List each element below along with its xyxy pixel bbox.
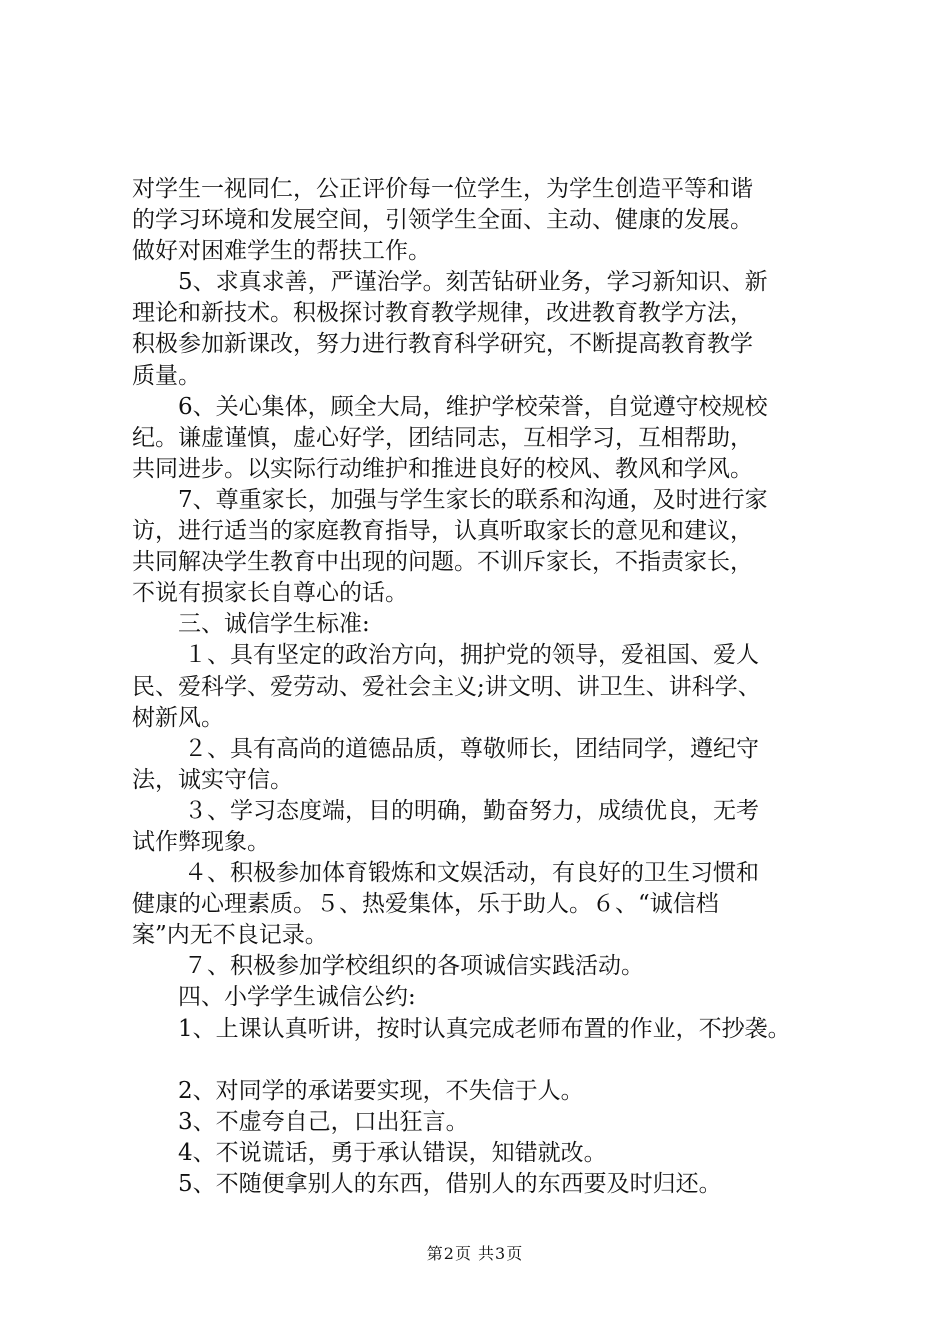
text-line: 试作弊现象。 [132, 828, 270, 855]
text-line: 2、对同学的承诺要实现，不失信于人。 [178, 1077, 584, 1104]
text-line: 5、求真求善，严谨治学。刻苦钻研业务，学习新知识、新 [178, 269, 768, 296]
page-number-label: 第2页 共3页 [426, 1244, 524, 1263]
text-line: 做好对困难学生的帮扶工作。 [132, 238, 431, 265]
blank-line [132, 1045, 832, 1076]
text-line: 1、上课认真听讲，按时认真完成老师布置的作业，不抄袭。 [178, 1015, 791, 1042]
text-line: 树新风。 [132, 704, 224, 731]
text-line: ７、积极参加学校组织的各项诚信实践活动。 [184, 953, 644, 980]
text-line: 4、不说谎话，勇于承认错误，知错就改。 [178, 1139, 607, 1166]
text-line: 访，进行适当的家庭教育指导，认真听取家长的意见和建议， [132, 518, 753, 545]
document-body [132, 174, 832, 1200]
text-line: ２、具有高尚的道德品质，尊敬师长，团结同学，遵纪守 [184, 735, 759, 762]
text-line: 案”内无不良记录。 [132, 922, 328, 949]
text-line: 的学习环境和发展空间，引领学生全面、主动、健康的发展。 [132, 207, 753, 234]
text-line: 7、尊重家长，加强与学生家长的联系和沟通，及时进行家 [178, 486, 768, 513]
text-line: 共同解决学生教育中出现的问题。不训斥家长，不指责家长， [132, 549, 753, 576]
text-line: 质量。 [132, 362, 201, 389]
text-line: 理论和新技术。积极探讨教育教学规律，改进教育教学方法， [132, 300, 753, 327]
text-line: 对学生一视同仁，公正评价每一位学生，为学生创造平等和谐 [132, 176, 753, 202]
text-line: 纪。谦虚谨慎，虚心好学，团结同志，互相学习，互相帮助， [132, 424, 753, 451]
section-heading: 三、诚信学生标准: [178, 611, 370, 638]
text-line: 6、关心集体，顾全大局，维护学校荣誉，自觉遵守校规校 [178, 393, 768, 420]
text-line: 法，诚实守信。 [132, 766, 293, 793]
text-line: 3、不虚夸自己，口出狂言。 [178, 1108, 469, 1135]
text-line: 5、不随便拿别人的东西，借别人的东西要及时归还。 [178, 1171, 722, 1197]
page-footer [0, 1242, 950, 1266]
text-line: 健康的心理素质。５、热爱集体，乐于助人。６、“诚信档 [132, 891, 719, 918]
text-line: 积极参加新课改，努力进行教育科学研究，不断提高教育教学 [132, 331, 753, 358]
text-line: 共同进步。以实际行动维护和推进良好的校风、教风和学风。 [132, 455, 753, 482]
text-line: 民、爱科学、爱劳动、爱社会主义;讲文明、讲卫生、讲科学、 [132, 673, 761, 700]
text-line: ３、学习态度端，目的明确，勤奋努力，成绩优良，无考 [184, 797, 759, 824]
text-line: ４、积极参加体育锻炼和文娱活动，有良好的卫生习惯和 [184, 860, 759, 887]
text-line: 不说有损家长自尊心的话。 [132, 580, 408, 607]
text-line: １、具有坚定的政治方向，拥护党的领导，爱祖国、爱人 [184, 642, 759, 669]
section-heading: 四、小学学生诚信公约: [178, 984, 416, 1011]
